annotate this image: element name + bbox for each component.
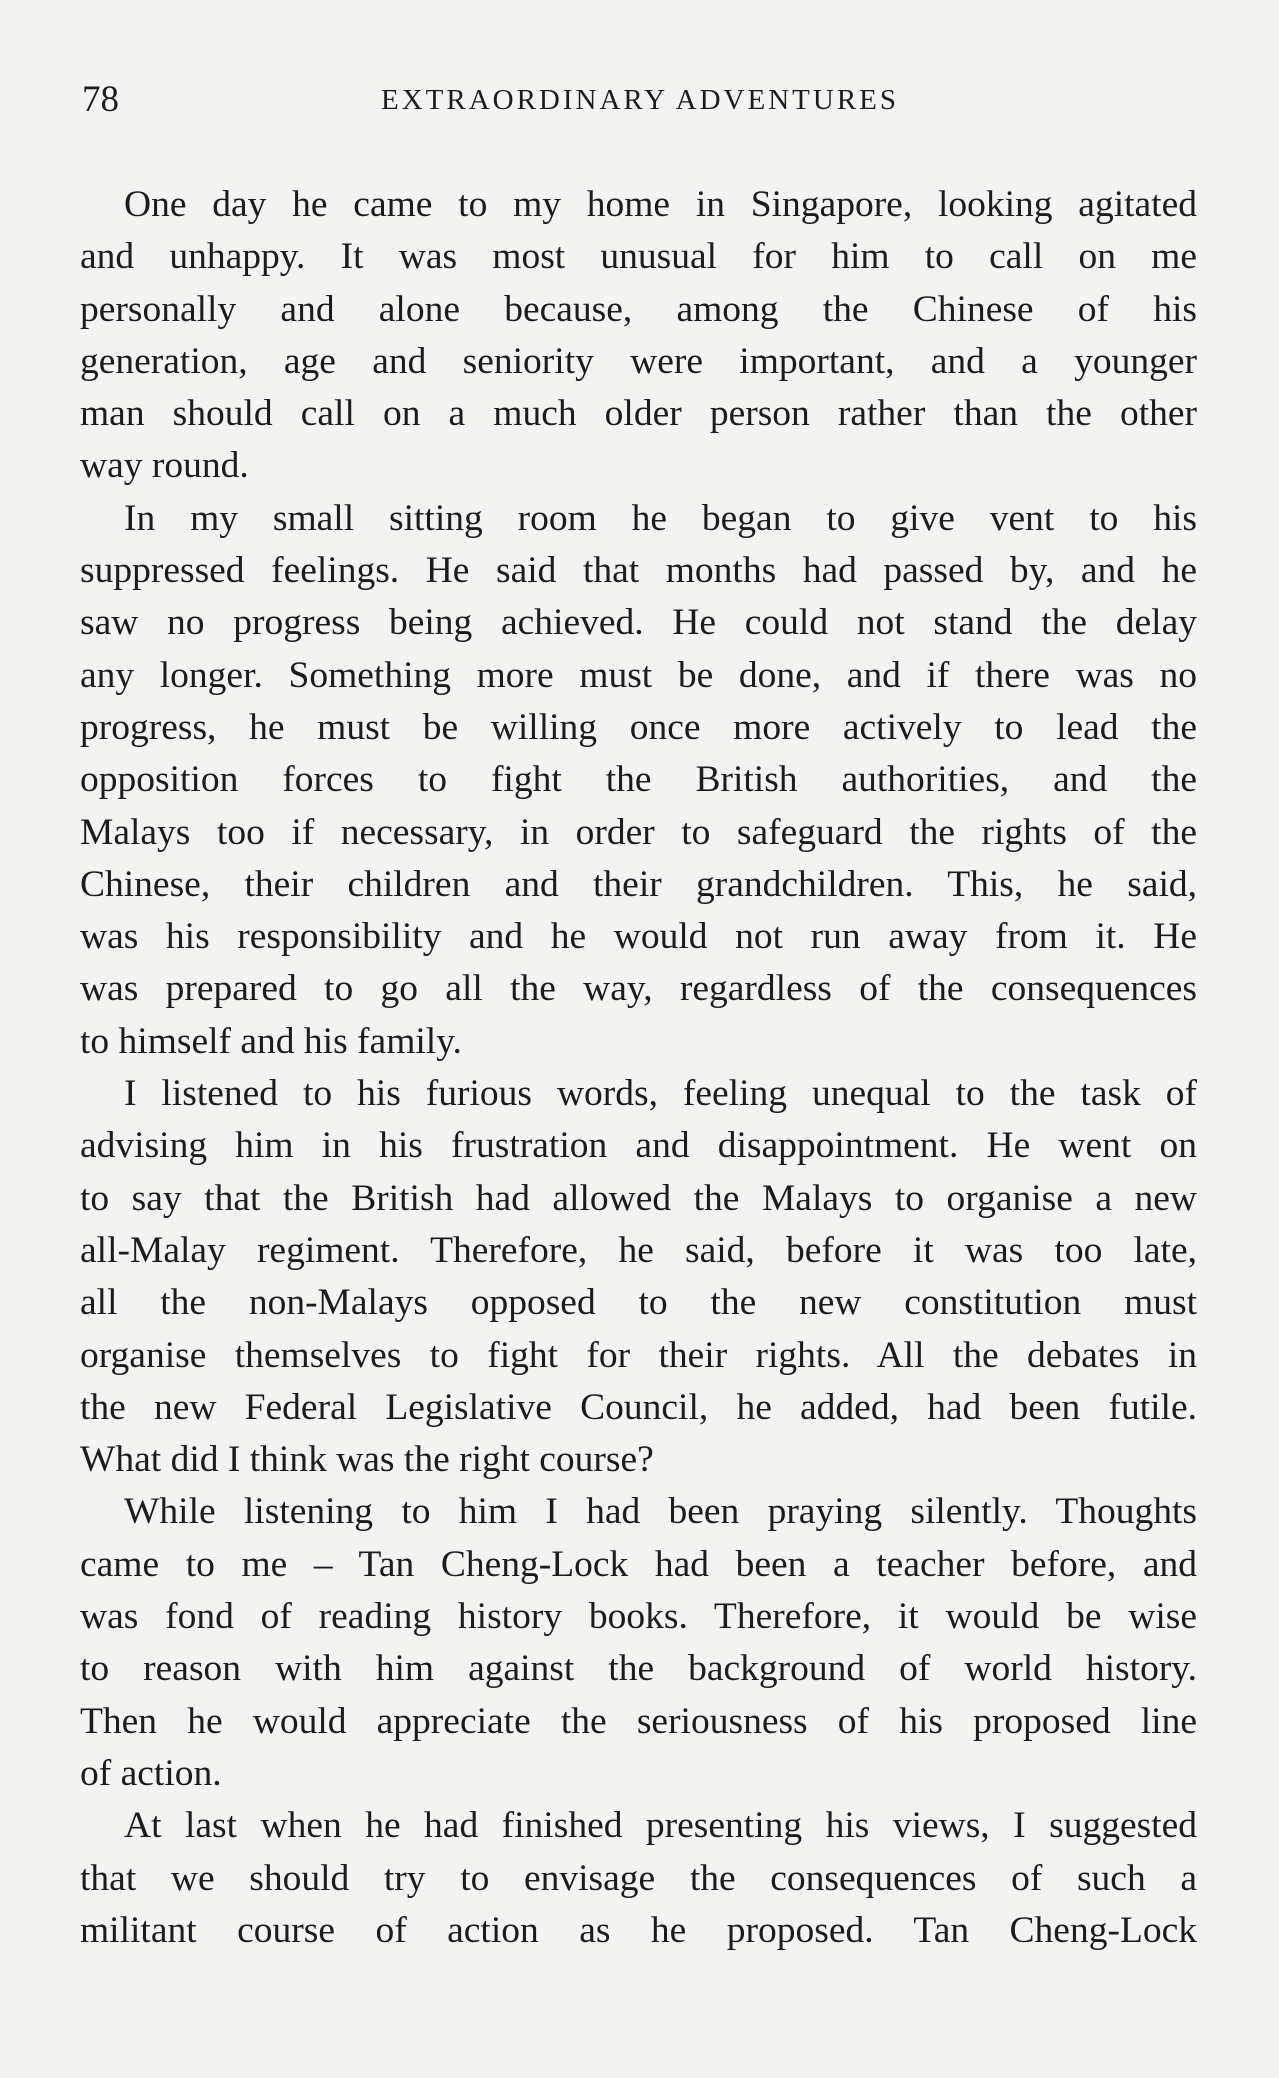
- running-title: EXTRAORDINARY ADVENTURES: [380, 84, 900, 116]
- text-line: to say that the British had allowed the Malays to organise a new: [80, 1177, 1197, 1219]
- text-line: generation, age and seniority were important, and a younger: [80, 340, 1197, 382]
- text-line: suppressed feelings. He said that months had passed by, and he: [80, 550, 1197, 592]
- text-line: Malays too if necessary, in order to safeguard the rights of the: [80, 811, 1197, 853]
- text-line: In my small sitting room he began to give vent to his: [124, 497, 1197, 539]
- page-header: [80, 78, 1197, 122]
- paragraph: [80, 493, 1197, 1068]
- text-line: What did I think was the right course?: [80, 1439, 654, 1481]
- paragraph: [80, 1068, 1197, 1486]
- text-line: was fond of reading history books. Therefore, it would be wise: [80, 1596, 1197, 1638]
- text-line: that we should try to envisage the consequences of such a: [80, 1857, 1197, 1899]
- page-number: 78: [82, 79, 119, 120]
- paragraph: [80, 1486, 1197, 1800]
- text-line: opposition forces to fight the British authorities, and the: [80, 759, 1197, 801]
- text-line: personally and alone because, among the Chinese of his: [80, 288, 1197, 330]
- text-line: to himself and his family.: [80, 1020, 462, 1062]
- body-text: [80, 179, 1197, 1957]
- text-line: I listened to his furious words, feeling unequal to the task of: [124, 1073, 1197, 1115]
- text-line: organise themselves to fight for their rights. All the debates in: [80, 1334, 1197, 1376]
- text-line: was prepared to go all the way, regardless of the consequences: [80, 968, 1197, 1010]
- text-line: saw no progress being achieved. He could not stand the delay: [80, 602, 1197, 644]
- text-line: Then he would appreciate the seriousness of his proposed line: [80, 1700, 1197, 1742]
- text-line: way round.: [80, 445, 249, 487]
- text-line: At last when he had finished presenting his views, I suggested: [124, 1805, 1197, 1847]
- text-line: Chinese, their children and their grandchildren. This, he said,: [80, 863, 1197, 905]
- text-line: came to me – Tan Cheng-Lock had been a teacher before, and: [80, 1543, 1197, 1585]
- text-line: all the non-Malays opposed to the new constitution must: [80, 1282, 1197, 1324]
- paragraph: [80, 179, 1197, 493]
- text-line: man should call on a much older person rather than the other: [80, 393, 1197, 435]
- text-line: progress, he must be willing once more actively to lead the: [80, 706, 1197, 748]
- text-line: was his responsibility and he would not run away from it. He: [80, 916, 1197, 958]
- text-line: militant course of action as he proposed. Tan Cheng-Lock: [80, 1909, 1197, 1951]
- text-line: the new Federal Legislative Council, he added, had been futile.: [80, 1386, 1197, 1428]
- text-line: to reason with him against the background of world history.: [80, 1648, 1197, 1690]
- text-line: While listening to him I had been praying silently. Thoughts: [124, 1491, 1197, 1533]
- text-line: One day he came to my home in Singapore, looking agitated: [124, 184, 1197, 225]
- paragraph: [80, 1800, 1197, 1957]
- text-line: any longer. Something more must be done, and if there was no: [80, 654, 1197, 696]
- text-line: and unhappy. It was most unusual for him to call on me: [80, 236, 1197, 278]
- text-line: advising him in his frustration and disappointment. He went on: [80, 1125, 1197, 1167]
- text-line: of action.: [80, 1752, 222, 1794]
- text-line: all-Malay regiment. Therefore, he said, before it was too late,: [80, 1229, 1197, 1271]
